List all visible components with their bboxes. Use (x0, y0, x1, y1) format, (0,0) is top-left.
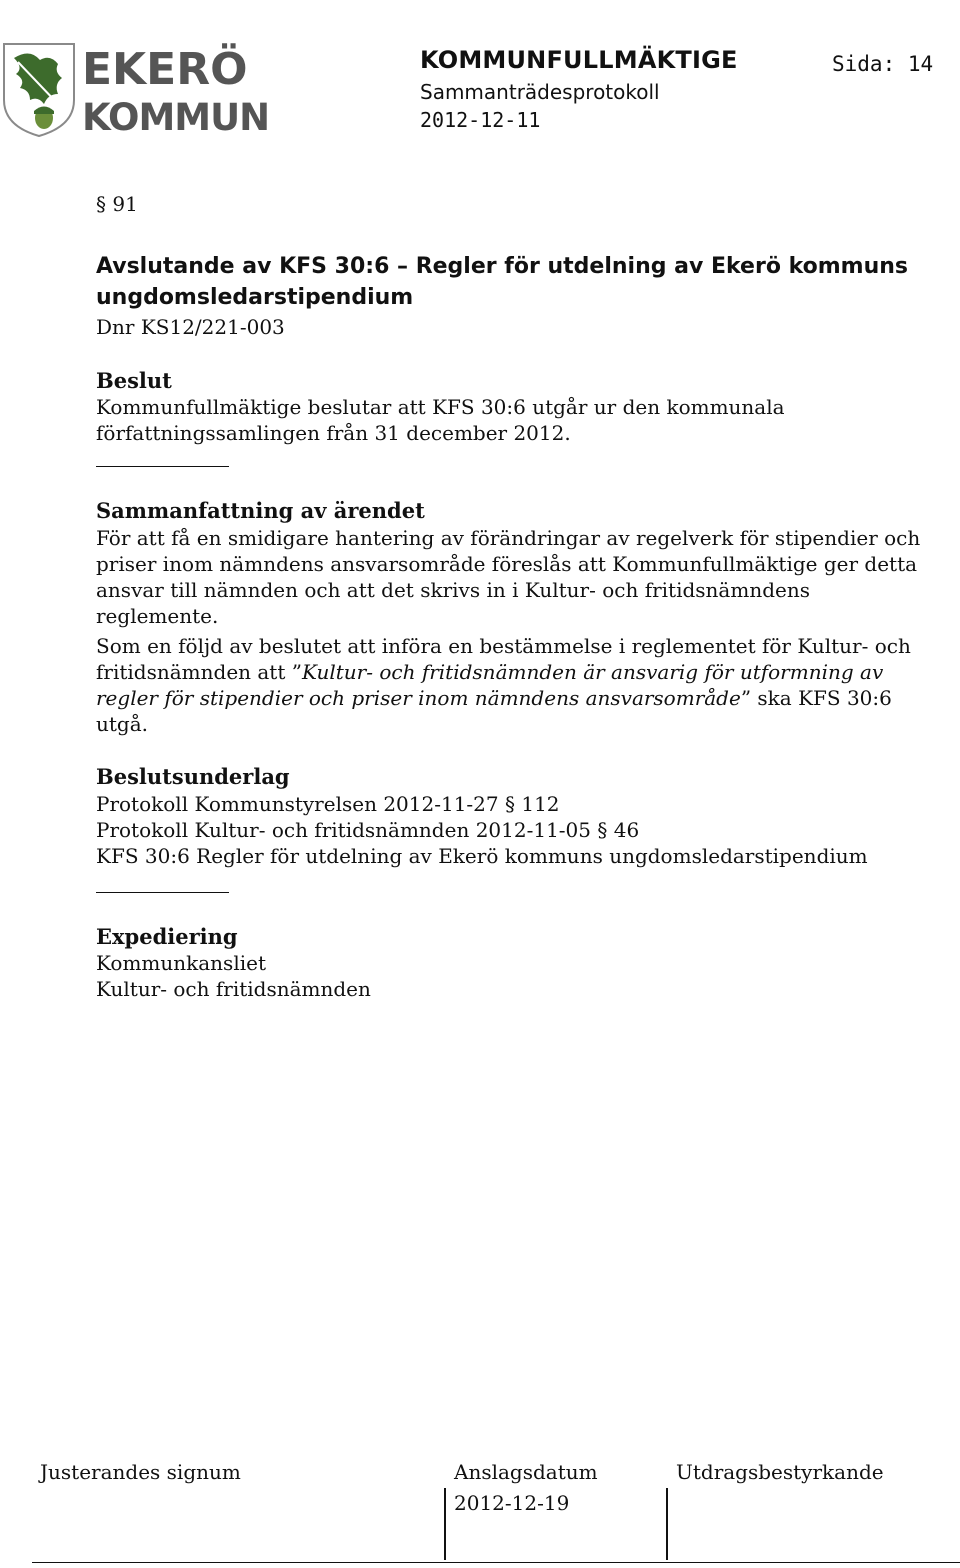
beslut-heading: Beslut (96, 368, 172, 393)
sammanfattning-paragraph-2 (96, 633, 926, 737)
footer-justerandes-signum: Justerandes signum (40, 1460, 241, 1484)
document-title: KOMMUNFULLMÄKTIGE (420, 46, 738, 74)
sammanfattning-paragraph-1: För att få en smidigare hantering av förändringar av regelverk för stipendier och priser inom nämndens ansvarsområde föreslås att Kommunfullmäktige ger detta ansvar till nämnden och att det skrivs in i Kultur- och fritidsnämndens reglemente. (96, 526, 921, 628)
document-subtitle: Sammanträdesprotokoll (420, 80, 660, 104)
svg-text:EKERÖ: EKERÖ (82, 44, 248, 95)
beslutsunderlag-item: Protokoll Kultur- och fritidsnämnden 2012-11-05 § 46 (96, 818, 640, 842)
beslut-text: Kommunfullmäktige beslutar att KFS 30:6 utgår ur den kommunala författningssamlingen från 31 december 2012. (96, 395, 785, 445)
page-number: Sida: 14 (832, 52, 934, 76)
beslutsunderlag-item: KFS 30:6 Regler för utdelning av Ekerö kommuns ungdomsledarstipendium (96, 844, 868, 868)
expediering-heading: Expediering (96, 924, 238, 949)
beslutsunderlag-heading: Beslutsunderlag (96, 764, 290, 789)
paragraph-2-quote: Kultur- och fritidsnämnden är ansvarig för utformning av regler för stipendier och priser inom nämndens ansvarsområde (96, 660, 884, 710)
svg-text:KOMMUN: KOMMUN (82, 96, 270, 138)
section-divider (96, 892, 229, 893)
ekero-kommun-logo (0, 38, 270, 138)
footer-utdragsbestyrkande: Utdragsbestyrkande (676, 1460, 884, 1484)
meeting-date: 2012-12-11 (420, 108, 541, 132)
paragraph-2-end: ” ska KFS 30:6 utgå. (96, 686, 892, 736)
footer-anslagsdatum-label: Anslagsdatum (454, 1460, 598, 1484)
footer-anslagsdatum-value: 2012-12-19 (454, 1491, 570, 1515)
expediering-item: Kultur- och fritidsnämnden (96, 977, 371, 1001)
expediering-item: Kommunkansliet (96, 951, 266, 975)
footer-divider (444, 1488, 446, 1560)
paragraph-2-start: Som en följd av beslutet att införa en bestämmelse i reglementet för Kultur- och fritidsnämnden att ” (96, 634, 911, 684)
sammanfattning-heading: Sammanfattning av ärendet (96, 498, 425, 523)
footer-divider (666, 1488, 668, 1560)
case-dnr: Dnr KS12/221-003 (96, 315, 285, 339)
case-title: Avslutande av KFS 30:6 – Regler för utdelning av Ekerö kommuns ungdomsledarstipendium (96, 254, 909, 310)
section-divider (96, 466, 229, 467)
paragraph-number: § 91 (96, 192, 138, 216)
beslutsunderlag-item: Protokoll Kommunstyrelsen 2012-11-27 § 112 (96, 792, 560, 816)
footer-baseline (32, 1562, 960, 1563)
oak-leaf-shield-icon (0, 38, 270, 138)
